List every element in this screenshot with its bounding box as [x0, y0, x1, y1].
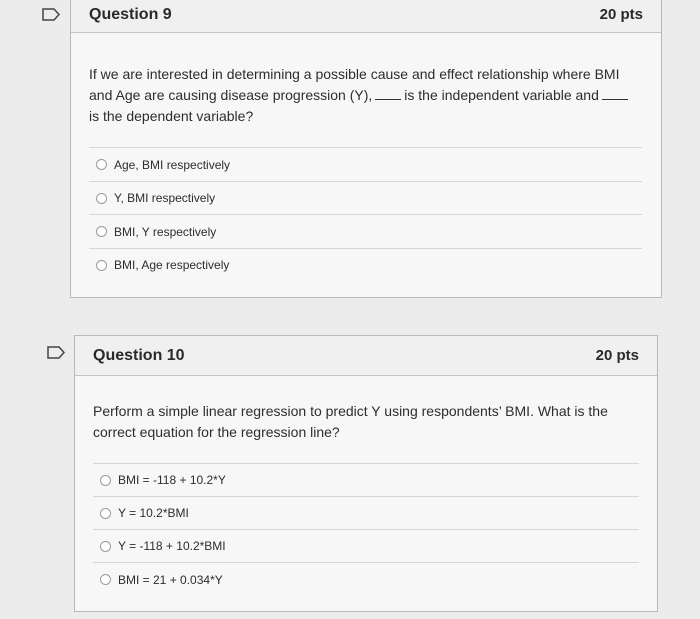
radio-button[interactable] [100, 475, 111, 486]
question-text: Perform a simple linear regression to predict Y using respondents’ BMI. What is the correct equation for the regression line? [93, 403, 608, 440]
answer-option[interactable] [93, 463, 639, 496]
answer-option[interactable] [93, 496, 639, 529]
question-title: Question 9 [89, 5, 172, 23]
question-9-header [71, 0, 661, 33]
question-title: Question 10 [93, 346, 185, 364]
question-text-part: is the dependent variable? [89, 108, 254, 124]
radio-button[interactable] [96, 159, 107, 170]
answer-blank [375, 87, 401, 100]
radio-button[interactable] [96, 226, 107, 237]
answer-option[interactable] [93, 529, 639, 562]
answer-option[interactable] [89, 181, 642, 214]
answer-list [93, 463, 639, 596]
radio-button[interactable] [100, 541, 111, 552]
radio-button[interactable] [96, 260, 107, 271]
radio-button[interactable] [100, 508, 111, 519]
answer-list [89, 147, 642, 281]
answer-label: BMI = 21 + 0.034*Y [118, 572, 223, 587]
radio-button[interactable] [96, 193, 107, 204]
question-10-header [75, 336, 657, 376]
answer-option[interactable] [93, 562, 639, 596]
answer-blank [602, 87, 628, 100]
question-text-part: If we are interested in determining a possible cause and effect relationship where BMI and Age are causing disease progression (Y), [89, 66, 620, 103]
question-text [89, 64, 644, 127]
question-10-card [74, 335, 658, 612]
answer-label: Y = -118 + 10.2*BMI [118, 539, 226, 553]
answer-label: BMI, Age respectively [114, 258, 230, 272]
answer-label: Y = 10.2*BMI [118, 506, 189, 520]
answer-option[interactable] [89, 147, 642, 181]
answer-option[interactable] [89, 248, 642, 281]
answer-label: Y, BMI respectively [114, 191, 216, 205]
radio-button[interactable] [100, 574, 111, 585]
answer-label: Age, BMI respectively [114, 157, 231, 172]
question-points: 20 pts [595, 347, 639, 364]
flag-question-icon[interactable] [47, 346, 65, 359]
question-points: 20 pts [599, 6, 643, 23]
question-text-part: is the independent variable and [404, 87, 599, 103]
question-9-card [70, 0, 662, 298]
answer-option[interactable] [89, 214, 642, 248]
answer-label: BMI = -118 + 10.2*Y [118, 473, 226, 487]
answer-label: BMI, Y respectively [114, 224, 217, 239]
flag-question-icon[interactable] [42, 8, 60, 21]
